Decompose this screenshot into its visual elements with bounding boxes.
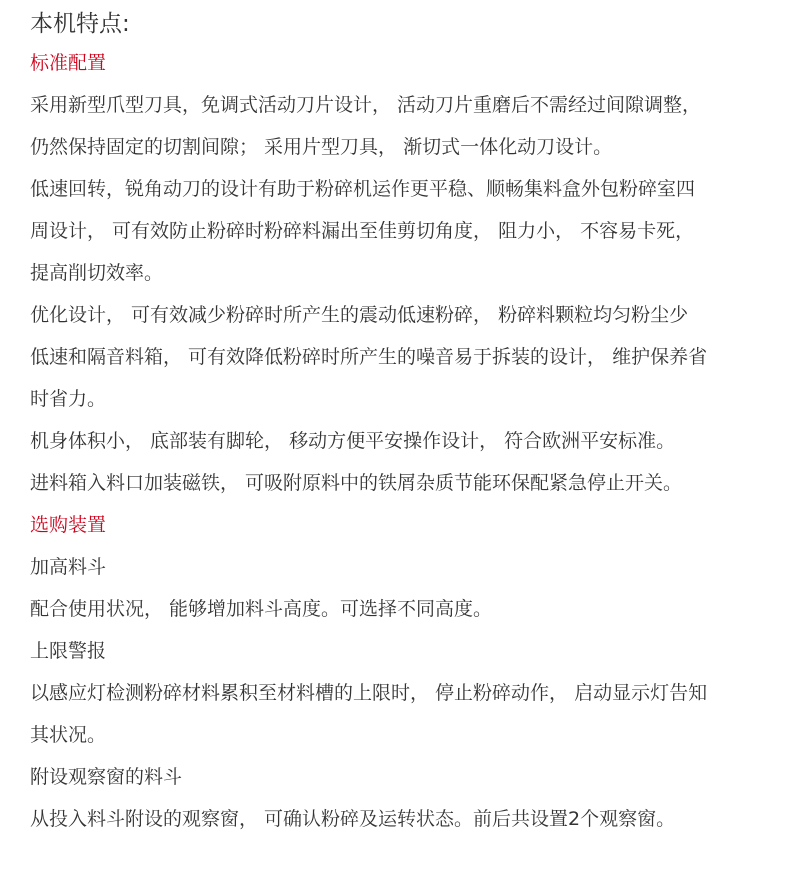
paragraph-line: 其状况。 [30,724,107,746]
paragraph-line: 进料箱入料口加装磁铁， 可吸附原料中的铁屑杂质节能环保配紧急停止开关。 [30,472,683,494]
section-heading-optional: 选购装置 [30,514,107,536]
paragraph-line: 周设计， 可有效防止粉碎时粉碎料漏出至佳剪切角度， 阻力小， 不容易卡死， [30,220,695,242]
paragraph-line: 采用新型爪型刀具，免调式活动刀片设计， 活动刀片重磨后不需经过间隙调整， [30,94,702,116]
subheading-line: 附设观察窗的料斗 [30,766,183,788]
page-title: 本机特点: [30,11,130,37]
paragraph-line: 低速和隔音料箱， 可有效降低粉碎时所产生的噪音易于拆装的设计， 维护保养省 [30,346,708,368]
paragraph-line: 优化设计， 可有效减少粉碎时所产生的震动低速粉碎， 粉碎料颗粒均匀粉尘少 [30,304,689,326]
paragraph-line: 机身体积小， 底部装有脚轮， 移动方便平安操作设计， 符合欧洲平安标准。 [30,430,676,452]
paragraph-line: 从投入料斗附设的观察窗， 可确认粉碎及运转状态。前后共设置2个观察窗。 [30,808,676,830]
paragraph-line: 以感应灯检测粉碎材料累积至材料槽的上限时， 停止粉碎动作， 启动显示灯告知 [30,682,708,704]
paragraph-line: 时省力。 [30,388,107,410]
paragraph-line: 配合使用状况， 能够增加料斗高度。可选择不同高度。 [30,598,493,620]
paragraph-line: 提高削切效率。 [30,262,164,284]
subheading-line: 加高料斗 [30,556,107,578]
subheading-line: 上限警报 [30,640,107,662]
paragraph-line: 仍然保持固定的切割间隙； 采用片型刀具， 渐切式一体化动刀设计。 [30,136,613,158]
section-heading-standard: 标准配置 [30,52,107,74]
paragraph-line: 低速回转，锐角动刀的设计有助于粉碎机运作更平稳、顺畅集料盒外包粉碎室四 [30,178,696,200]
